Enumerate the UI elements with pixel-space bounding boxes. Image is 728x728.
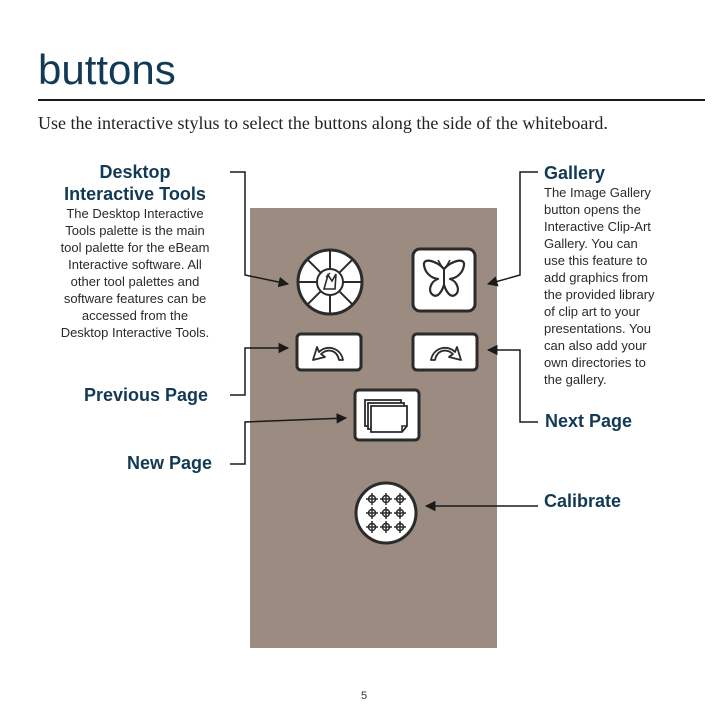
previous-page-label: Previous Page — [84, 385, 209, 405]
gallery-body-line: Interactive Clip-Art — [544, 219, 651, 234]
gallery-body-line: use this feature to — [544, 253, 648, 268]
page-title: buttons — [38, 46, 176, 93]
desktop-tools-body-line: The Desktop Interactive — [66, 206, 204, 221]
gallery-body-line: add graphics from — [544, 270, 649, 285]
desktop-tools-heading-line1: Desktop — [99, 162, 171, 182]
desktop-tools-body-line: Interactive software. All — [68, 257, 202, 272]
gallery-leader — [488, 172, 538, 284]
gallery-body-line: the provided library — [544, 287, 655, 302]
desktop-tools-body-line: Tools palette is the main — [65, 223, 205, 238]
gallery-body-line: the gallery. — [544, 372, 607, 387]
page-number: 5 — [360, 690, 368, 702]
gallery-body-line: own directories to — [544, 355, 646, 370]
calibrate-label: Calibrate — [544, 491, 622, 511]
gallery-body-line: presentations. You — [544, 321, 651, 336]
gallery-body-line: can also add your — [544, 338, 647, 353]
intro-text: Use the interactive stylus to select the buttons along the side of the whiteboard. — [38, 113, 608, 133]
new-page-label: New Page — [127, 453, 213, 473]
desktop-tools-leader — [230, 172, 288, 284]
gallery-heading: Gallery — [544, 163, 606, 183]
desktop-tools-body-line: accessed from the — [81, 308, 189, 323]
desktop-tools-body-line: tool palette for the eBeam — [60, 240, 210, 255]
next-page-leader — [488, 350, 538, 422]
gallery-body-line: The Image Gallery — [544, 185, 651, 200]
gallery-body-line: of clip art to your — [544, 304, 641, 319]
previous-page-leader — [230, 348, 288, 395]
desktop-tools-body-line: other tool palettes and — [70, 274, 200, 289]
desktop-tools-body-line: software features can be — [63, 291, 207, 306]
desktop-tools-heading-line2: Interactive Tools — [64, 184, 206, 204]
desktop-tools-body-line: Desktop Interactive Tools. — [60, 325, 210, 340]
new-page-leader — [230, 418, 346, 464]
gallery-body-line: button opens the — [544, 202, 641, 217]
gallery-body-line: Gallery. You can — [544, 236, 638, 251]
next-page-label: Next Page — [545, 411, 633, 431]
